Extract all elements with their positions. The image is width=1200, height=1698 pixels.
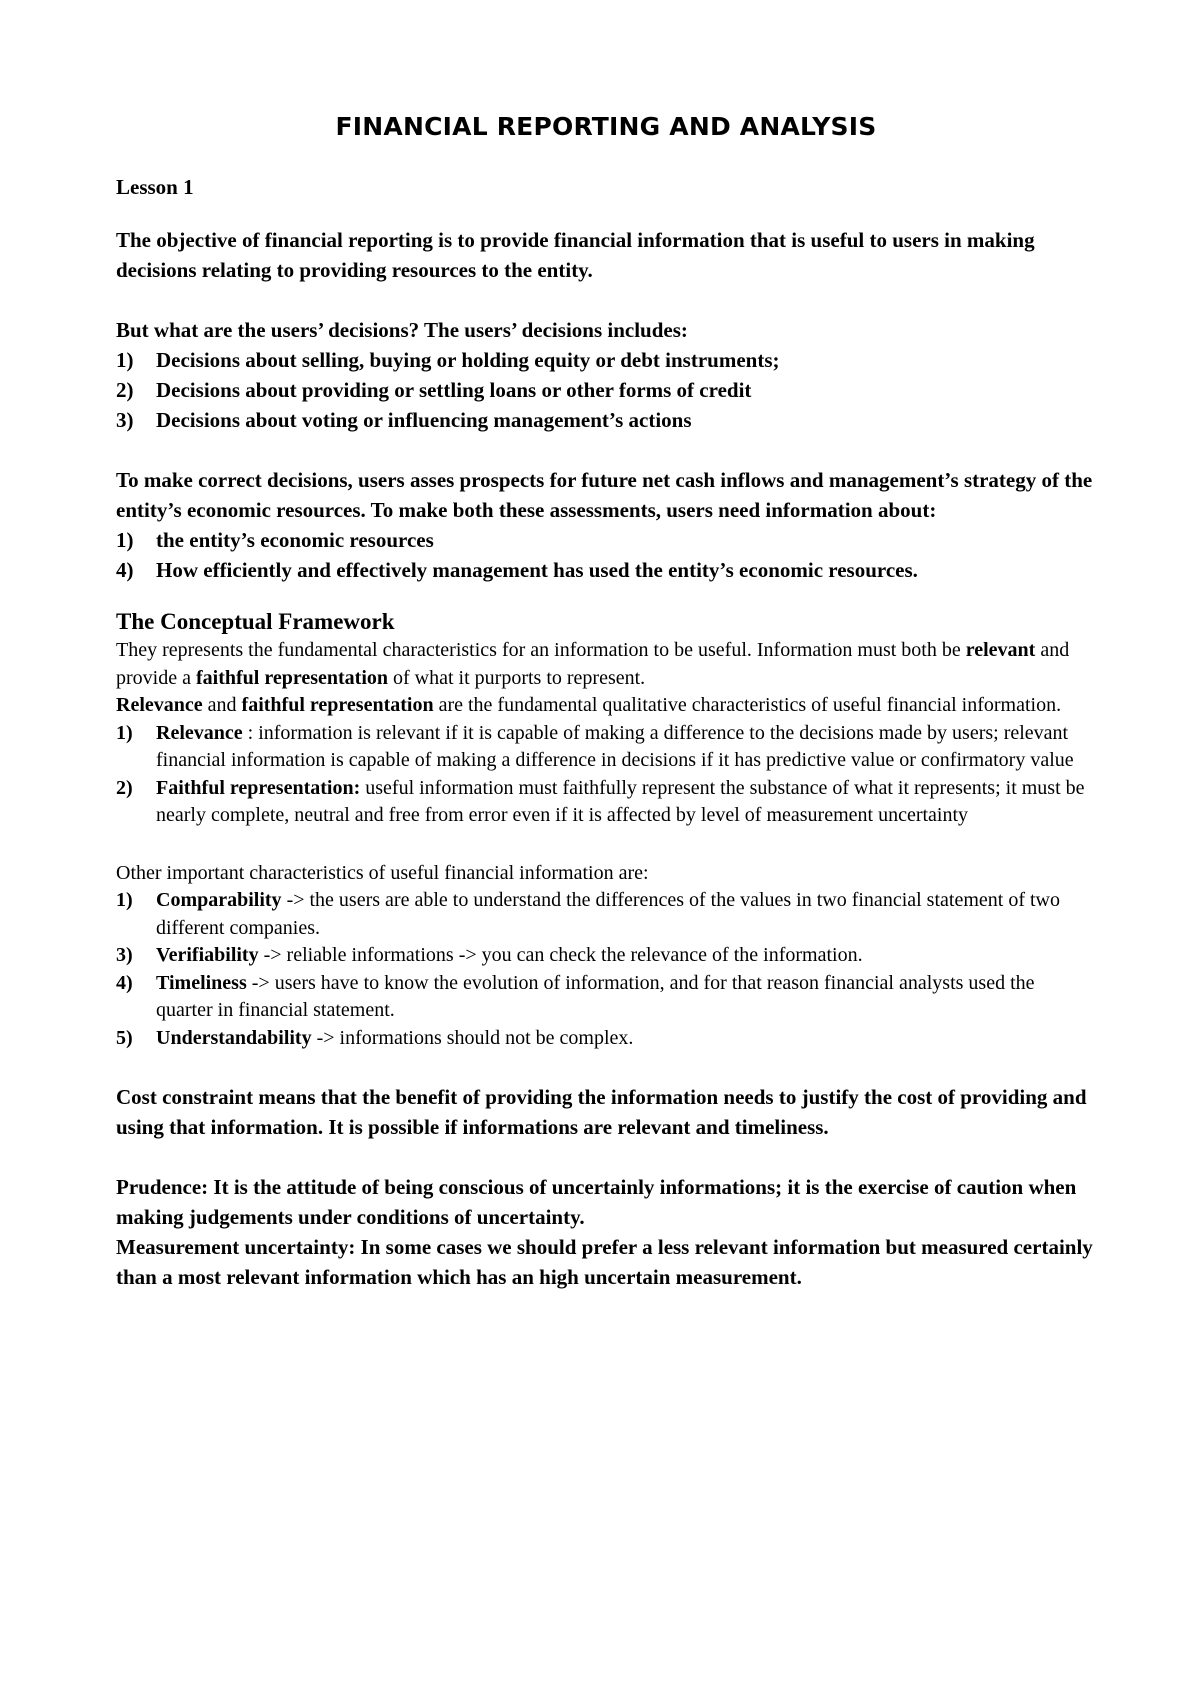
fundamental-characteristics-list [116, 720, 1096, 830]
list-item: 1) Comparability -> the users are able to understand the differences of the values in two financial statement of two different companies. [116, 889, 1060, 939]
list-item: 1) Decisions about selling, buying or holding equity or debt instruments; [116, 348, 780, 372]
list-item: 4) How efficiently and effectively management has used the entity’s economic resources. [116, 558, 918, 582]
users-decisions-list [116, 345, 1096, 435]
document-content [116, 112, 1096, 1292]
framework-paragraph-2: Relevance and faithful representation are the fundamental qualitative characteristics of useful financial information. [116, 694, 1062, 716]
list-item: 3) Verifiability -> reliable informations -> you can check the relevance of the information. [116, 944, 863, 966]
list-item: 4) Timeliness -> users have to know the evolution of information, and for that reason financial analysts used the quarter in financial statement. [116, 971, 1035, 1021]
list-item: 1) the entity’s economic resources [116, 528, 434, 552]
prudence-paragraph: Prudence: It is the attitude of being conscious of uncertainly informations; it is the exercise of caution when making judgements under conditions of uncertainty. [116, 1175, 1077, 1229]
measurement-uncertainty-paragraph: Measurement uncertainty: In some cases we should prefer a less relevant information but measured certainly than a most relevant information which has an high uncertain measurement. [116, 1235, 1093, 1289]
framework-paragraph-1: They represents the fundamental characteristics for an information to be useful. Information must both be relevant and provide a faithful representation of what it purports to represent. [116, 639, 1070, 689]
other-characteristics-intro: Other important characteristics of useful financial information are: [116, 861, 649, 884]
document-title: FINANCIAL REPORTING AND ANALYSIS [335, 112, 877, 141]
objective-term: The objective of financial reporting [116, 228, 433, 252]
info-about-list [116, 525, 1096, 585]
list-item: 3) Decisions about voting or influencing management’s actions [116, 408, 692, 432]
list-item: 2) Decisions about providing or settling loans or other forms of credit [116, 378, 752, 402]
objective-paragraph [116, 225, 1096, 285]
users-intro: But what are the users’ decisions? The users’ decisions includes: [116, 318, 688, 342]
list-item: 5) Understandability -> informations should not be complex. [116, 1026, 634, 1049]
cost-constraint-paragraph: Cost constraint means that the benefit of providing the information needs to justify the cost of providing and using that information. It is possible if informations are relevant and timeliness. [116, 1085, 1087, 1139]
lesson-label: Lesson 1 [116, 175, 194, 199]
list-item: 1) Relevance : information is relevant if it is capable of making a difference to the decisions made by users; relevant financial information is capable of making a difference in decisions if it has predictive value or confirmatory value [116, 721, 1074, 771]
correct-decisions-paragraph: To make correct decisions, users asses prospects for future net cash inflows and management’s strategy of the entity’s economic resources. To make both these assessments, users need information about: [116, 468, 1093, 522]
objective-text: is to provide financial information that is useful to users in making decisions relating to providing resources to the entity. [116, 228, 1035, 282]
framework-heading: The Conceptual Framework [116, 609, 395, 634]
other-characteristics-list [116, 887, 1096, 1052]
list-item: 2) Faithful representation: useful information must faithfully represent the substance of what it represents; it must be nearly complete, neutral and free from error even if it is affected by level of measurement uncertainty [116, 776, 1085, 826]
